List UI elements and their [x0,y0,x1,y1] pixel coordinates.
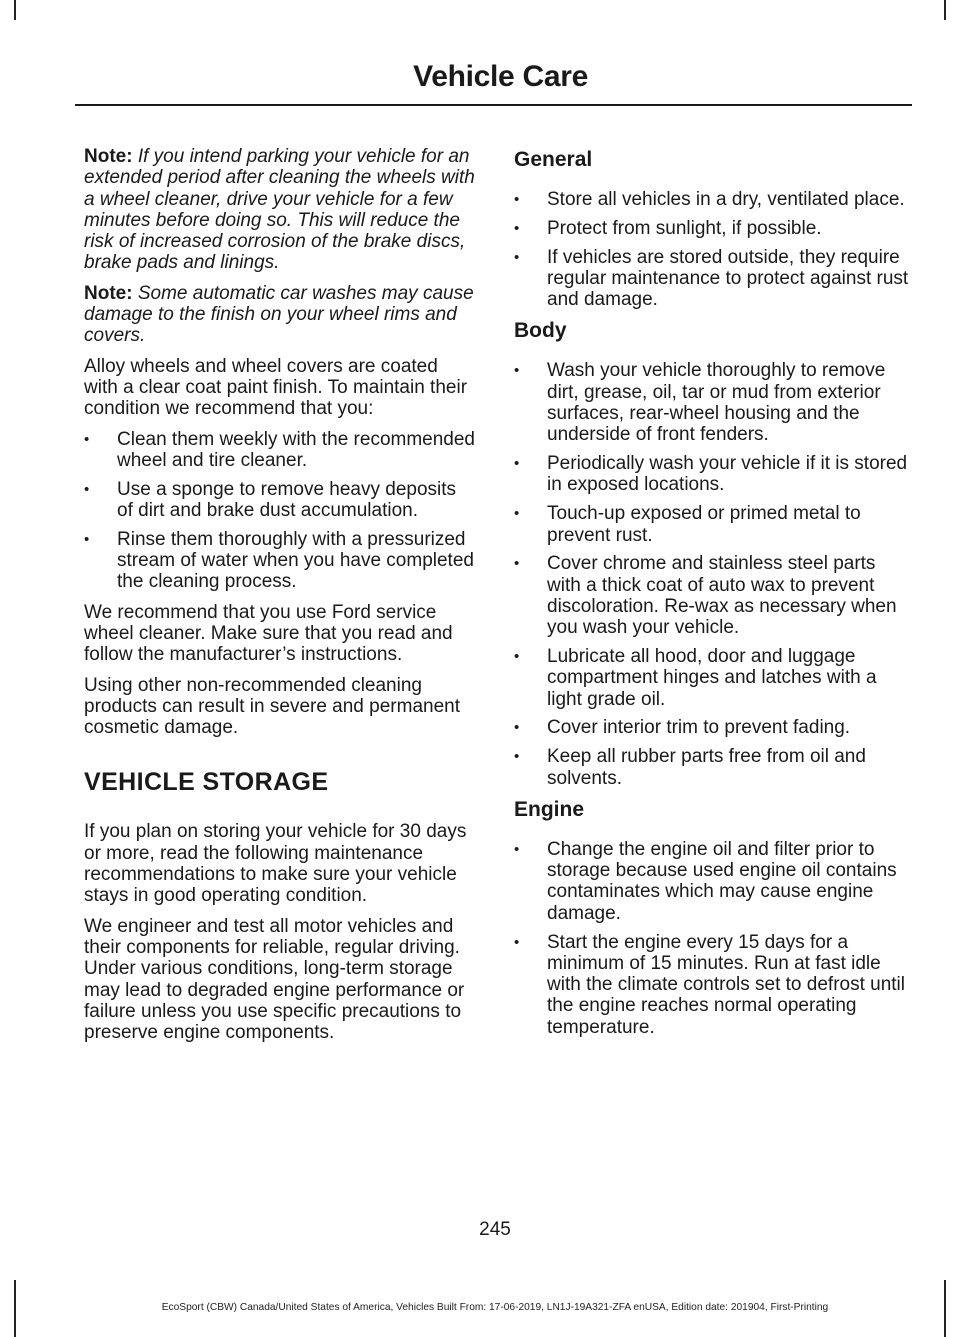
general-list [514,189,910,310]
list-item: • If vehicles are stored outside, they require regular maintenance to protect against rust and damage. [514,247,910,311]
note-text: Some automatic car washes may cause damage to the finish on your wheel rims and covers. [84,282,474,347]
subheading-engine: Engine [514,797,585,821]
page-number: 245 [479,1219,511,1240]
paragraph: Using other non-recommended cleaning products can result in severe and permanent cosmetic damage. [84,674,460,739]
body-list [514,360,910,788]
crop-mark-top-right [944,0,946,20]
note-label: Note: [84,146,133,167]
right-column [514,146,910,1047]
paragraph: We engineer and test all motor vehicles and their components for reliable, regular driving. Under various conditions, long-term storage may lead to degraded engine performance or failure unless you use specific precautions to preserve engine components. [84,915,465,1044]
list-item: • Touch-up exposed or primed metal to prevent rust. [514,503,910,546]
crop-mark-top-left [14,0,16,20]
list-item: • Start the engine every 15 days for a minimum of 15 minutes. Run at fast idle with the climate controls set to defrost until the engine reaches normal operating temperature. [514,932,910,1038]
list-item: • Periodically wash your vehicle if it is stored in exposed locations. [514,453,910,496]
note-label: Note: [84,282,133,304]
subheading-general: General [514,148,593,171]
subheading-body: Body [514,319,567,343]
list-item: • Use a sponge to remove heavy deposits of dirt and brake dust accumulation. [84,479,476,522]
list-item: • Keep all rubber parts free from oil and solvents. [514,746,910,789]
list-item: • Cover interior trim to prevent fading. [514,717,910,738]
left-column [84,146,476,1052]
list-item: • Store all vehicles in a dry, ventilated place. [514,189,910,210]
paragraph: We recommend that you use Ford service wheel cleaner. Make sure that you read and follow the manufacturer’s instructions. [84,601,453,666]
footer-edition-info: EcoSport (CBW) Canada/United States of America, Vehicles Built From: 17-06-2019, LN1J-19A321-ZFA enUSA, Edition date: 201904, First-Printing [161,1302,829,1313]
paragraph: Alloy wheels and wheel covers are coated with a clear coat paint finish. To maintain their condition we recommend that you: [84,355,468,420]
list-item: • Cover chrome and stainless steel parts with a thick coat of auto wax to prevent discoloration. Re-wax as necessary when you wash your vehicle. [514,553,910,638]
list-item: • Clean them weekly with the recommended wheel and tire cleaner. [84,429,476,472]
list-item: • Change the engine oil and filter prior to storage because used engine oil contains contaminates which may cause engine damage. [514,839,910,924]
note-car-wash [84,283,476,347]
list-item: • Protect from sunlight, if possible. [514,218,910,239]
list-item: • Rinse them thoroughly with a pressurized stream of water when you have completed the cleaning process. [84,529,476,593]
paragraph: If you plan on storing your vehicle for 30 days or more, read the following maintenance recommendations to make sure your vehicle stays in good operating condition. [84,821,467,907]
title-divider [75,104,912,106]
note-wheel-cleaner [84,146,476,274]
list-item: • Wash your vehicle thoroughly to remove dirt, grease, oil, tar or mud from exterior surfaces, rear-wheel housing and the underside of front fenders. [514,360,910,445]
section-heading-vehicle-storage: VEHICLE STORAGE [84,768,329,797]
page-title: Vehicle Care [413,60,588,93]
engine-list [514,839,910,1038]
note-text: If you intend parking your vehicle for an extended period after cleaning the wheels with a wheel cleaner, drive your vehicle for a few minutes before doing so. This will reduce the risk of increased corrosion of the brake discs, brake pads and linings. [84,146,475,274]
list-item: • Lubricate all hood, door and luggage compartment hinges and latches with a light grade oil. [514,646,910,710]
wheel-care-list [84,429,476,593]
